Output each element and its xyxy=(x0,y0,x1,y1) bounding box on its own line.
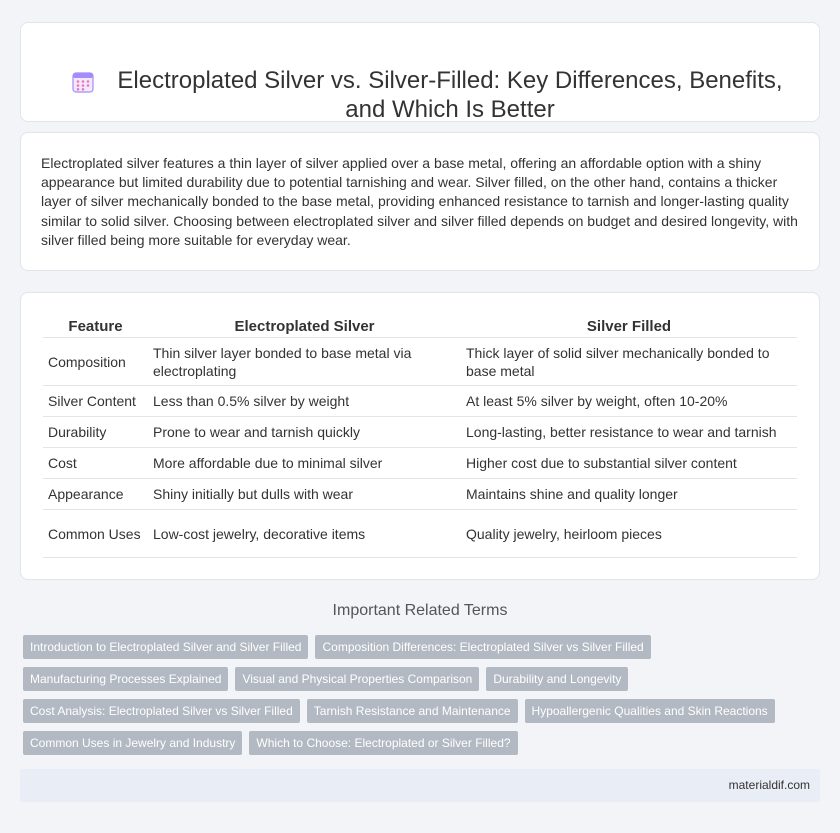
table-row xyxy=(43,479,797,510)
related-term-tag[interactable]: Manufacturing Processes Explained xyxy=(23,667,228,691)
related-term-tag[interactable]: Composition Differences: Electroplated Silver vs Silver Filled xyxy=(315,635,650,659)
silver-filled-cell: Quality jewelry, heirloom pieces xyxy=(461,510,797,558)
table-header-row xyxy=(43,315,797,338)
related-term-tag[interactable]: Visual and Physical Properties Comparison xyxy=(235,667,479,691)
related-terms-tags xyxy=(23,635,823,763)
table-row xyxy=(43,386,797,417)
calendar-grid-icon xyxy=(72,71,94,93)
feature-cell: Cost xyxy=(43,448,148,479)
silver-filled-cell: At least 5% silver by weight, often 10-20% xyxy=(461,386,797,417)
related-terms-title: Important Related Terms xyxy=(332,602,508,619)
footer xyxy=(20,769,820,802)
feature-cell: Appearance xyxy=(43,479,148,510)
title-card xyxy=(20,22,820,122)
silver-filled-cell: Higher cost due to substantial silver content xyxy=(461,448,797,479)
related-term-tag[interactable]: Durability and Longevity xyxy=(486,667,628,691)
table-row xyxy=(43,417,797,448)
header-feature: Feature xyxy=(43,315,148,338)
intro-card xyxy=(20,132,820,271)
related-term-tag[interactable]: Introduction to Electroplated Silver and Silver Filled xyxy=(23,635,308,659)
related-term-tag[interactable]: Hypoallergenic Qualities and Skin Reactions xyxy=(525,699,775,723)
header-silver-filled: Silver Filled xyxy=(461,315,797,338)
electroplated-cell: More affordable due to minimal silver xyxy=(148,448,461,479)
electroplated-cell: Thin silver layer bonded to base metal via electroplating xyxy=(148,338,461,386)
comparison-card xyxy=(20,292,820,580)
feature-cell: Composition xyxy=(43,338,148,386)
table-row xyxy=(43,448,797,479)
intro-text: Electroplated silver features a thin layer of silver applied over a base metal, offering an affordable option with a shiny appearance but limited durability due to potential tarnishing and wear. Silver filled, on the other hand, contains a thicker layer of silver mechanically bonded to the base metal, providing enhanced resistance to tarnish and longer-lasting quality similar to solid silver. Choosing between electroplated silver and silver filled depends on budget and desired longevity, with silver filled being more suitable for everyday wear. xyxy=(41,155,798,248)
comparison-table xyxy=(43,315,797,558)
electroplated-cell: Low-cost jewelry, decorative items xyxy=(148,510,461,558)
electroplated-cell: Shiny initially but dulls with wear xyxy=(148,479,461,510)
related-term-tag[interactable]: Cost Analysis: Electroplated Silver vs Silver Filled xyxy=(23,699,300,723)
feature-cell: Durability xyxy=(43,417,148,448)
related-term-tag[interactable]: Which to Choose: Electroplated or Silver Filled? xyxy=(249,731,517,755)
page-title: Electroplated Silver vs. Silver-Filled: Key Differences, Benefits, and Which Is Better xyxy=(117,67,783,123)
silver-filled-cell: Long-lasting, better resistance to wear and tarnish xyxy=(461,417,797,448)
electroplated-cell: Prone to wear and tarnish quickly xyxy=(148,417,461,448)
feature-cell: Common Uses xyxy=(43,510,148,558)
header-electroplated: Electroplated Silver xyxy=(148,315,461,338)
table-row xyxy=(43,510,797,558)
silver-filled-cell: Maintains shine and quality longer xyxy=(461,479,797,510)
silver-filled-cell: Thick layer of solid silver mechanically bonded to base metal xyxy=(461,338,797,386)
feature-cell: Silver Content xyxy=(43,386,148,417)
electroplated-cell: Less than 0.5% silver by weight xyxy=(148,386,461,417)
footer-site-link[interactable]: materialdif.com xyxy=(728,778,810,792)
related-term-tag[interactable]: Common Uses in Jewelry and Industry xyxy=(23,731,242,755)
related-term-tag[interactable]: Tarnish Resistance and Maintenance xyxy=(307,699,518,723)
table-row xyxy=(43,338,797,386)
